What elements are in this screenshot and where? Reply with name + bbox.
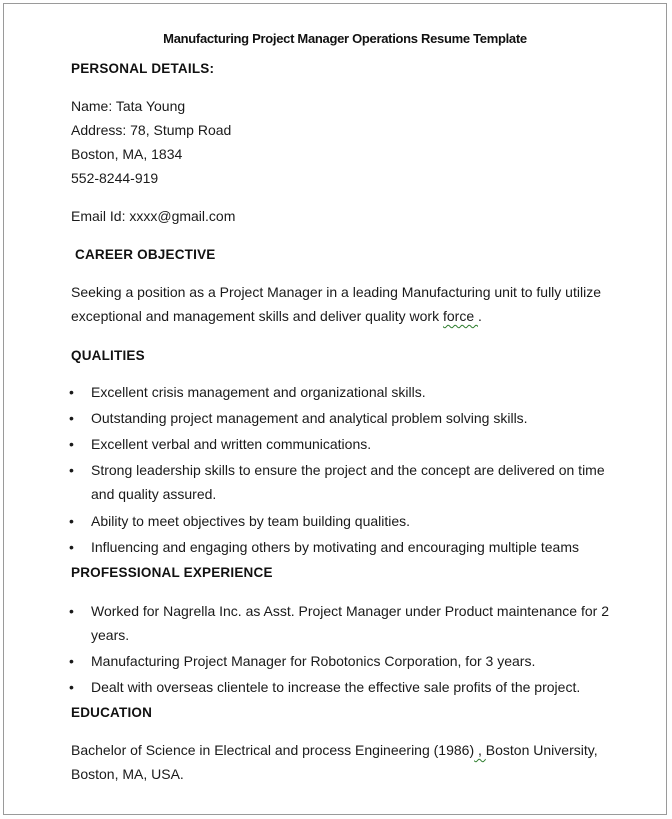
- qualities-heading: QUALITIES: [71, 348, 145, 363]
- professional-experience-heading: PROFESSIONAL EXPERIENCE: [71, 565, 273, 580]
- education-degree: Bachelor of Science in Electrical and process Engineering (1986): [71, 742, 475, 758]
- bullet-icon: •: [69, 539, 74, 555]
- document-title: Manufacturing Project Manager Operations Resume Template: [163, 31, 527, 46]
- bullet-icon: •: [69, 462, 74, 478]
- career-objective-text-main: Seeking a position as a Project Manager in a leading Manufacturing unit to fully utilize exceptional and management skills and deliver quality work: [71, 284, 601, 324]
- list-item: • Excellent crisis management and organizational skills.: [71, 380, 611, 404]
- education-text: [71, 738, 611, 786]
- bullet-icon: •: [69, 436, 74, 452]
- list-item: • Manufacturing Project Manager for Robotonics Corporation, for 3 years.: [71, 649, 611, 673]
- experience-list: [71, 599, 611, 699]
- list-item: • Influencing and engaging others by motivating and encouraging multiple teams: [71, 535, 611, 559]
- personal-phone: 552-8244-919: [71, 170, 159, 186]
- bullet-icon: •: [69, 513, 74, 529]
- list-item: • Dealt with overseas clientele to increase the effective sale profits of the project.: [71, 675, 611, 699]
- personal-address: Address: 78, Stump Road: [71, 122, 232, 138]
- list-item: • Strong leadership skills to ensure the project and the concept are delivered on time and quality assured.: [71, 458, 611, 506]
- bullet-icon: •: [69, 653, 74, 669]
- bullet-icon: •: [69, 679, 74, 695]
- bullet-icon: •: [69, 384, 74, 400]
- education-school: Boston University, Boston, MA, USA.: [71, 742, 598, 782]
- career-objective-heading: CAREER OBJECTIVE: [75, 247, 216, 262]
- personal-details-heading: PERSONAL DETAILS:: [71, 61, 215, 76]
- career-objective-text-flagged: force: [442, 308, 478, 324]
- qualities-list: [71, 380, 611, 559]
- list-item: • Ability to meet objectives by team building qualities.: [71, 509, 611, 533]
- bullet-icon: •: [69, 410, 74, 426]
- personal-city: Boston, MA, 1834: [71, 146, 183, 162]
- education-flagged: ,: [474, 742, 486, 758]
- list-item: • Outstanding project management and analytical problem solving skills.: [71, 406, 611, 430]
- education-heading: EDUCATION: [71, 705, 153, 720]
- career-objective-text-end: .: [478, 308, 482, 324]
- career-objective-text: [71, 280, 601, 328]
- list-item: • Excellent verbal and written communications.: [71, 432, 611, 456]
- list-item: • Worked for Nagrella Inc. as Asst. Project Manager under Product maintenance for 2 years.: [71, 599, 611, 647]
- personal-name: Name: Tata Young: [71, 98, 186, 114]
- bullet-icon: •: [69, 603, 74, 619]
- personal-email: Email Id: xxxx@gmail.com: [71, 208, 236, 224]
